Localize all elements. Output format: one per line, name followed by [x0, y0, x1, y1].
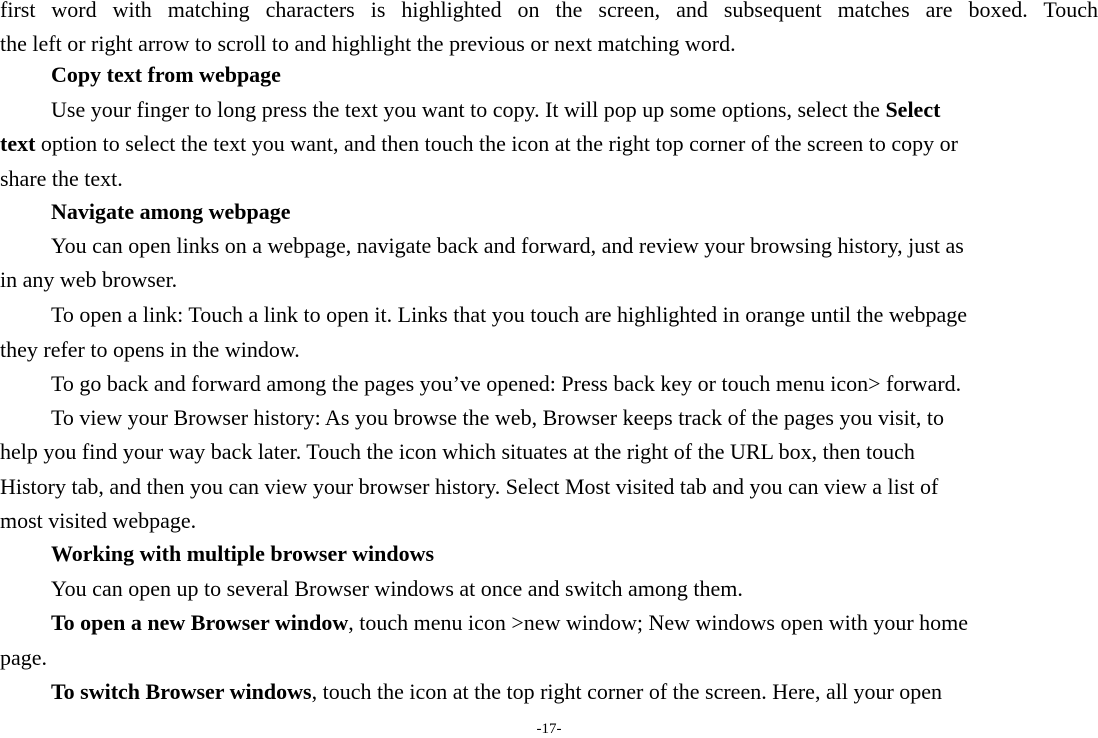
body-line-6 — [0, 166, 123, 192]
body-line-19 — [0, 610, 968, 636]
bold-term-open-window: To open a new Browser window — [51, 610, 349, 635]
body-line-20 — [0, 645, 47, 671]
heading-multiple-windows — [0, 541, 434, 567]
bold-term-switch-windows: To switch Browser windows — [51, 679, 312, 704]
body-line-2 — [0, 31, 736, 57]
heading-text: Copy text from webpage — [51, 62, 281, 87]
body-line-21 — [0, 679, 942, 705]
text-span: Use your finger to long press the text you want to copy. It will pop up some options, select the — [51, 97, 886, 122]
text-span: page. — [0, 645, 48, 670]
text-span: the left or right arrow to scroll to and highlight the previous or next matching word. — [0, 31, 736, 56]
body-line-10 — [0, 302, 967, 328]
body-line-15 — [0, 474, 938, 500]
text-span: To view your Browser history: As you browse the web, Browser keeps track of the pages you visit, to — [51, 405, 944, 430]
text-span: , touch the icon at the top right corner of the screen. Here, all your open — [311, 679, 943, 704]
body-line-1 — [0, 0, 1098, 23]
body-line-14 — [0, 439, 915, 465]
bold-term-text: text — [0, 131, 36, 156]
page-number: -17- — [536, 721, 562, 737]
body-line-18 — [0, 576, 743, 602]
text-span: option to select the text you want, and then touch the icon at the right top corner of the screen to copy or — [35, 131, 958, 156]
body-line-5 — [0, 131, 958, 157]
text-span: they refer to opens in the window. — [0, 337, 300, 362]
text-span: help you find your way back later. Touch the icon which situates at the right of the URL box, then touch — [0, 439, 915, 464]
heading-copy-text — [0, 62, 281, 88]
bold-term-select: Select — [885, 97, 941, 122]
body-line-11 — [0, 337, 300, 363]
text-span: share the text. — [0, 166, 123, 191]
body-line-12 — [0, 371, 961, 397]
heading-navigate — [0, 199, 291, 225]
text-span: History tab, and then you can view your browser history. Select Most visited tab and you can view a list of — [0, 474, 939, 499]
text-span: To go back and forward among the pages you’ve opened: Press back key or touch menu icon> forward. — [51, 371, 962, 396]
text-span: , touch menu icon >new window; New windows open with your home — [348, 610, 969, 635]
body-line-16 — [0, 508, 196, 534]
text-span: You can open links on a webpage, navigate back and forward, and review your browsing history, just as — [51, 233, 964, 258]
text-span: first word with matching characters is highlighted on the screen, and subsequent matches are boxed. Touch — [0, 0, 1098, 22]
body-line-8 — [0, 233, 964, 259]
body-line-9 — [0, 267, 177, 293]
body-line-13 — [0, 405, 944, 431]
text-span: in any web browser. — [0, 267, 178, 292]
text-span: To open a link: Touch a link to open it. Links that you touch are highlighted in orange until the webpage — [51, 302, 968, 327]
text-span: most visited webpage. — [0, 508, 197, 533]
heading-text: Working with multiple browser windows — [51, 541, 435, 566]
text-span: You can open up to several Browser windows at once and switch among them. — [51, 576, 743, 601]
heading-text: Navigate among webpage — [51, 199, 291, 224]
body-line-4 — [0, 97, 940, 123]
